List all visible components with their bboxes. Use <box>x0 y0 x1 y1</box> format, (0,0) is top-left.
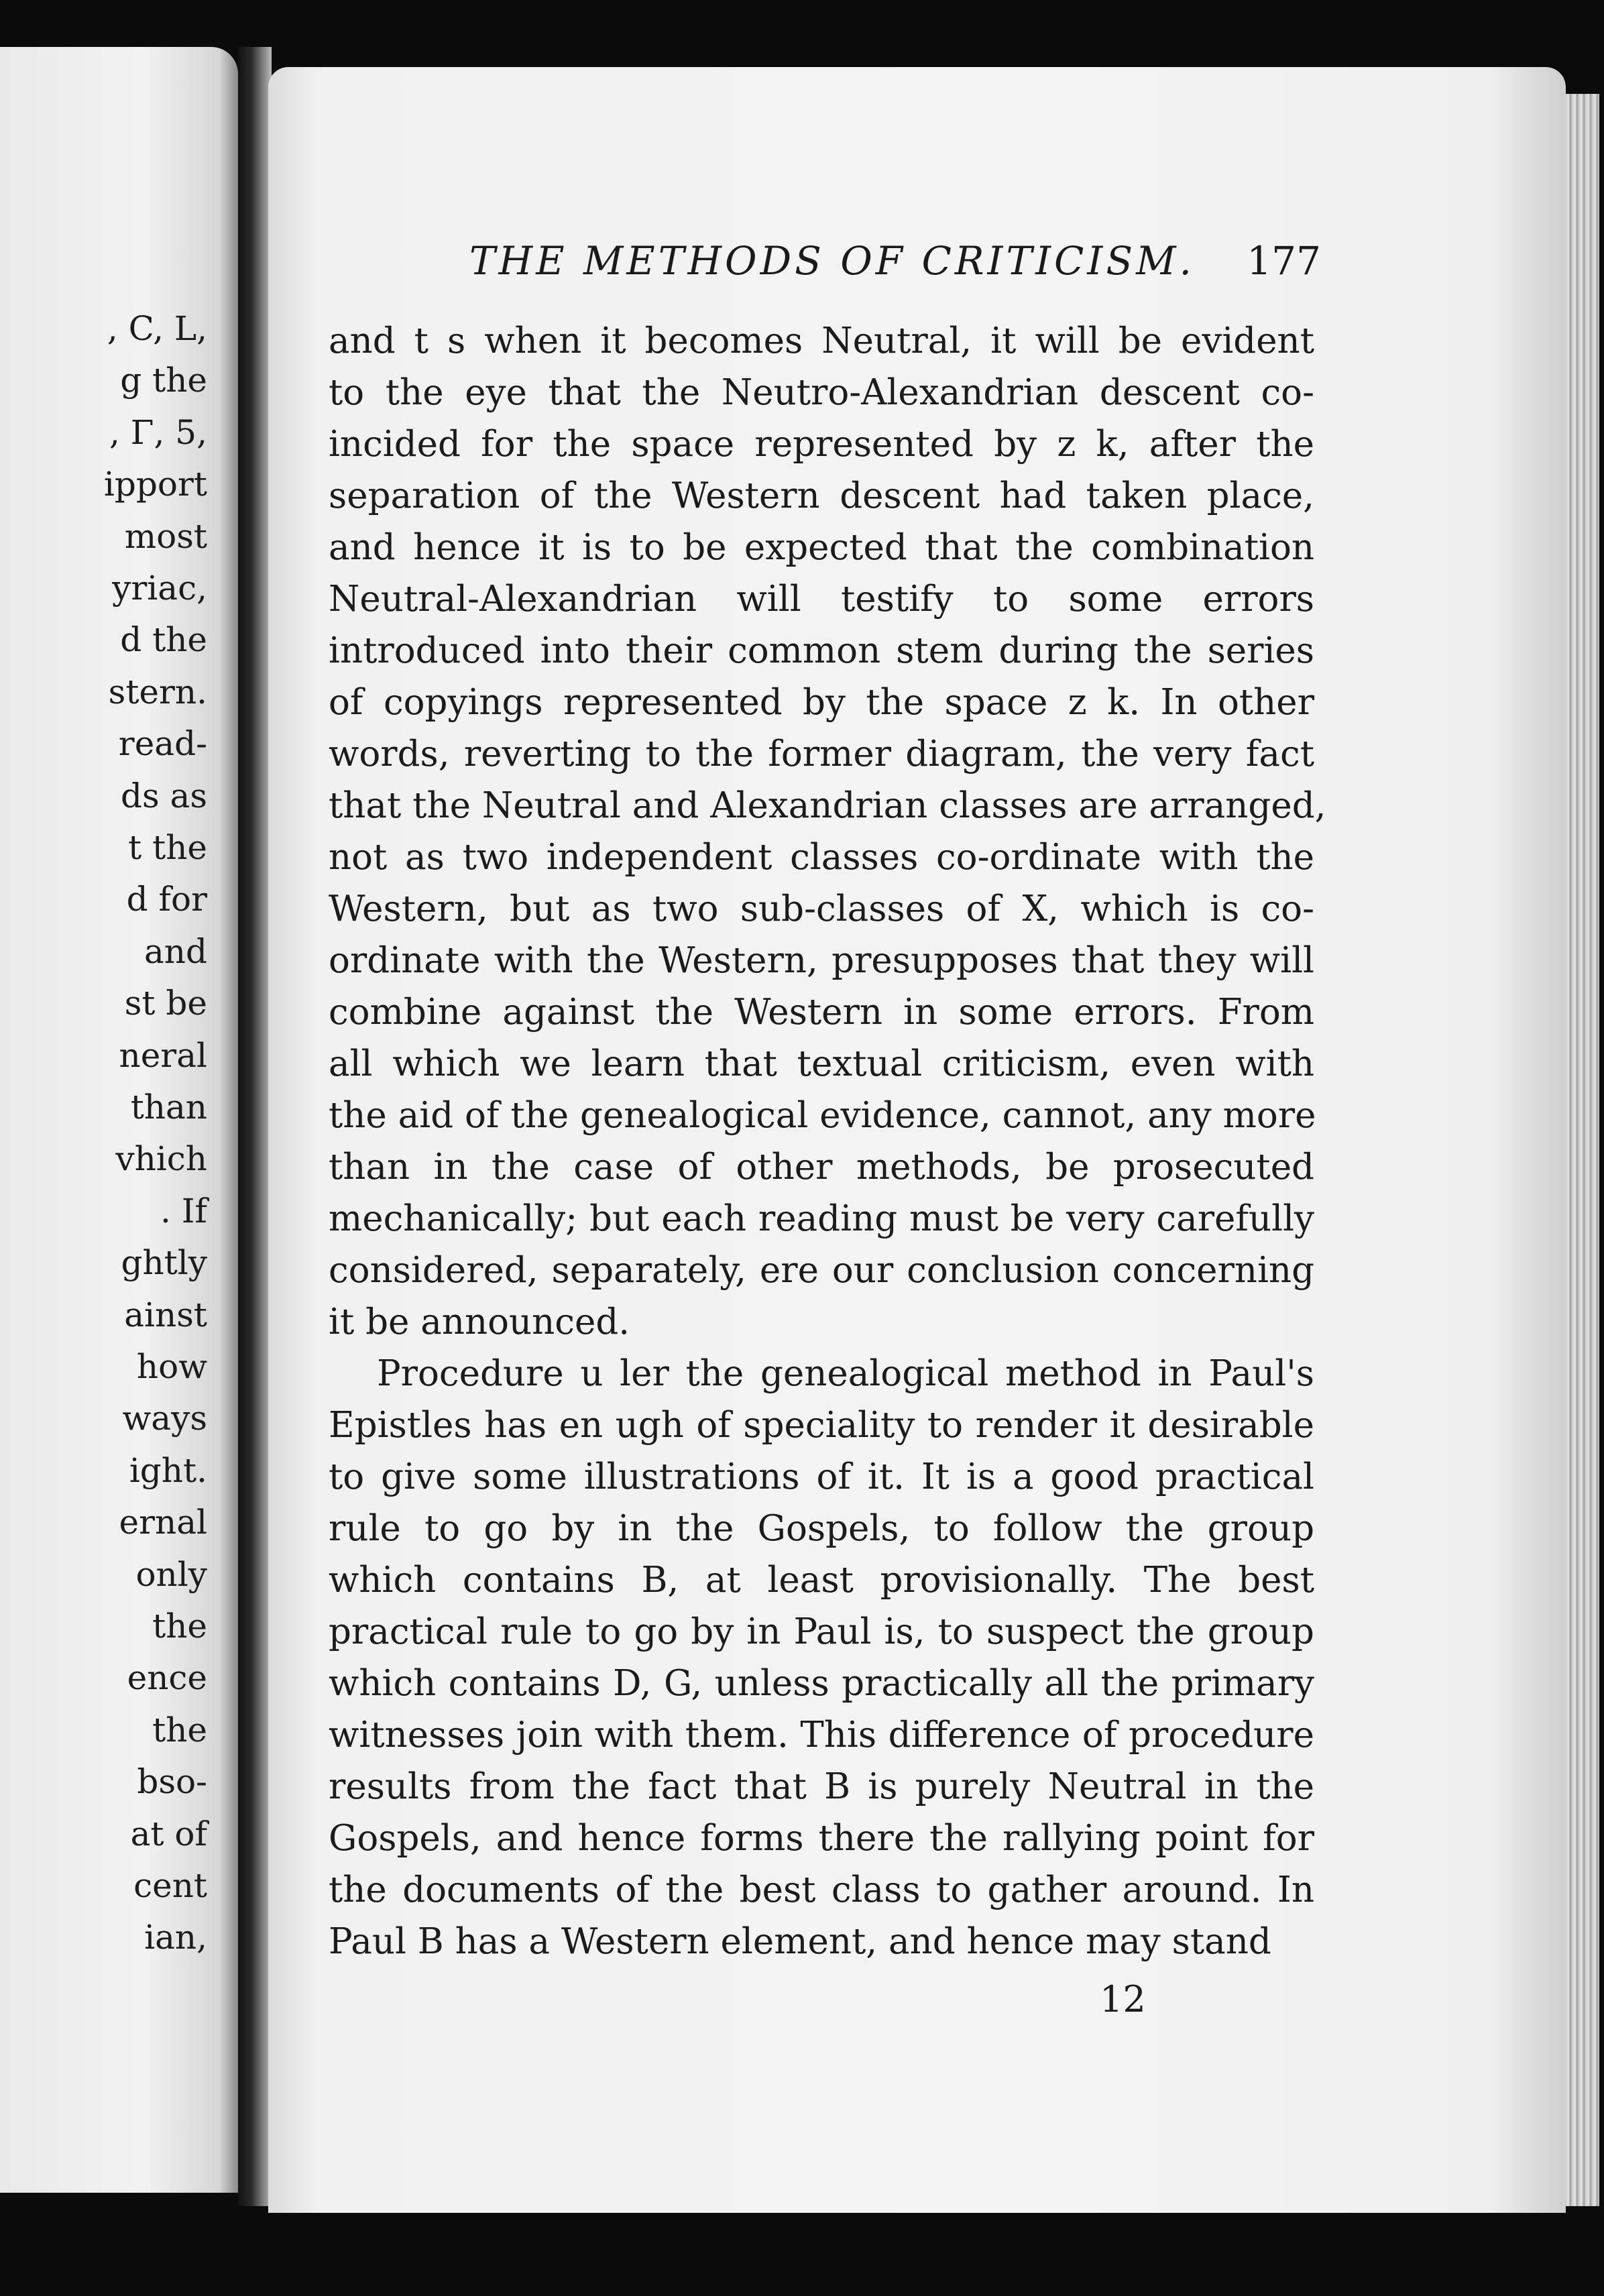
left-page-line: . If <box>160 1191 207 1230</box>
text-line: Neutral-Alexandrian will testify to some errors <box>329 579 1314 620</box>
page-edges <box>1566 94 1599 2206</box>
left-page-line: ghtly <box>121 1243 207 1283</box>
text-line: Gospels, and hence forms there the rallying point for <box>329 1818 1314 1859</box>
left-page-line: and <box>144 931 207 971</box>
book-gutter <box>238 47 272 2206</box>
text-line: mechanically; but each reading must be very carefully <box>329 1198 1314 1239</box>
text-line: Western, but as two sub-classes of X, which is co- <box>329 888 1314 929</box>
left-page-line: ence <box>127 1658 207 1698</box>
left-page-line: t the <box>128 828 207 867</box>
left-page-line: d for <box>126 880 207 919</box>
text-line: not as two independent classes co-ordinate with the <box>329 837 1314 878</box>
text-line: separation of the Western descent had taken place, <box>329 475 1314 516</box>
left-page-line: vhich <box>115 1139 207 1179</box>
text-line: and t s when it becomes Neutral, it will be evident <box>329 321 1314 361</box>
text-line: of copyings represented by the space z k. In other <box>329 682 1314 723</box>
left-page-line: st be <box>124 984 207 1023</box>
left-page-line: ernal <box>119 1503 207 1542</box>
text-line: introduced into their common stem during the series <box>329 630 1314 671</box>
left-page-line: bso- <box>137 1762 207 1802</box>
body-text <box>329 315 1326 1967</box>
text-line: practical rule to go by in Paul is, to suspect the group <box>329 1611 1314 1652</box>
text-line: it be announced. <box>329 1302 630 1342</box>
running-head <box>469 238 1321 284</box>
signature-mark: 12 <box>1100 1978 1146 2020</box>
text-line: words, reverting to the former diagram, the very fact <box>329 734 1314 774</box>
text-line: Paul B has a Western element, and hence may stand <box>329 1921 1271 1962</box>
running-title: THE METHODS OF CRITICISM. <box>469 238 1195 284</box>
text-line: to the eye that the Neutro-Alexandrian descent co- <box>329 372 1314 413</box>
left-page-line: read- <box>118 724 207 764</box>
left-page-line: ipport <box>103 465 207 504</box>
left-page-line: ways <box>122 1399 207 1438</box>
left-page-line: most <box>124 516 207 556</box>
left-page-line: ian, <box>144 1918 207 1957</box>
left-page-line: only <box>135 1554 207 1594</box>
text-line: that the Neutral and Alexandrian classes are arranged, <box>329 785 1326 826</box>
left-page-line: cent <box>133 1866 207 1905</box>
text-line: results from the fact that B is purely Neutral in the <box>329 1766 1314 1807</box>
left-page-line: , C, L, <box>107 309 207 348</box>
left-page-line: the <box>152 1607 207 1646</box>
left-page-line: yriac, <box>112 569 207 608</box>
text-line: the documents of the best class to gather around. In <box>329 1870 1314 1910</box>
text-line: Epistles has en ugh of speciality to render it desirable <box>329 1405 1314 1446</box>
left-page-line: the <box>152 1710 207 1749</box>
left-page-line: neral <box>119 1035 207 1075</box>
left-page-line: ainst <box>124 1295 207 1334</box>
previous-page <box>0 47 238 2193</box>
text-line: ordinate with the Western, presupposes that they will <box>329 940 1314 981</box>
text-line: to give some illustrations of it. It is a good practical <box>329 1456 1314 1497</box>
left-page-line: how <box>136 1347 207 1386</box>
text-line: all which we learn that textual criticism, even with <box>329 1043 1314 1084</box>
left-page-line: d the <box>120 620 207 660</box>
left-page-line: , Γ, 5, <box>109 412 207 452</box>
text-line: than in the case of other methods, be prosecuted <box>329 1147 1314 1188</box>
text-line: which contains D, G, unless practically all the primary <box>329 1663 1314 1704</box>
text-line: the aid of the genealogical evidence, cannot, any more <box>329 1095 1316 1136</box>
text-line: witnesses join with them. This difference of procedure <box>329 1715 1314 1756</box>
left-page-line: ds as <box>120 776 207 815</box>
text-line: rule to go by in the Gospels, to follow the group <box>329 1508 1314 1549</box>
left-page-line: at of <box>130 1814 207 1853</box>
text-line: considered, separately, ere our conclusion concerning <box>329 1250 1314 1291</box>
left-page-line: stern. <box>108 672 207 711</box>
text-line: combine against the Western in some errors. From <box>329 992 1314 1033</box>
left-page-line: ight. <box>129 1450 207 1490</box>
text-line: Procedure u ler the genealogical method in Paul's <box>377 1353 1314 1394</box>
text-line: and hence it is to be expected that the combination <box>329 527 1314 568</box>
text-line: which contains B, at least provisionally. The best <box>329 1560 1314 1601</box>
text-line: incided for the space represented by z k, after the <box>329 424 1314 465</box>
left-page-line: g the <box>120 361 207 400</box>
left-page-line: than <box>130 1088 207 1127</box>
page-number: 177 <box>1247 238 1321 284</box>
